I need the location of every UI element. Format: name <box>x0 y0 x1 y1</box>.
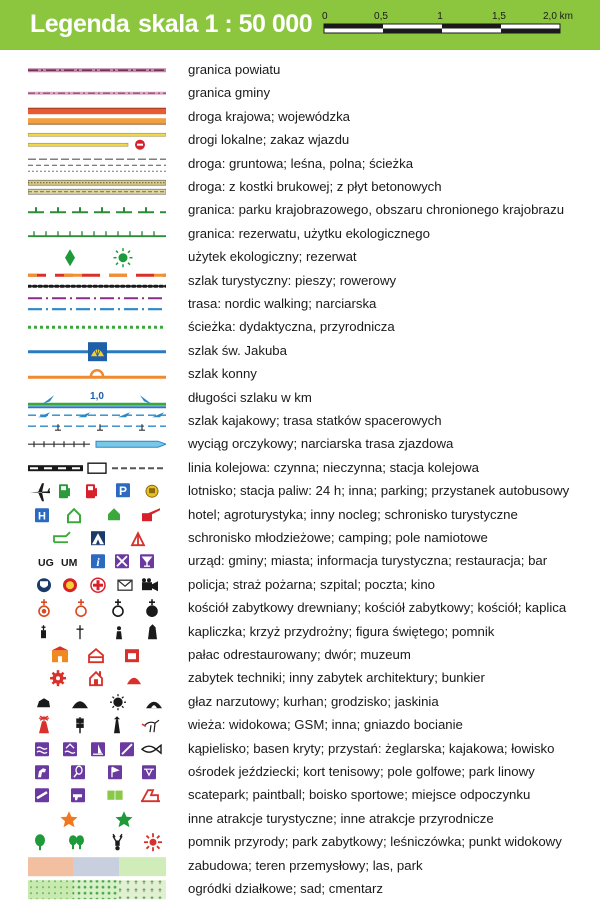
sport-icons <box>28 761 166 784</box>
legend-label: granica: parku krajobrazowego, obszaru chronionego krajobrazu <box>188 202 565 218</box>
legend-label: scatepark; paintball; boisko sportowe; miejsce odpoczynku <box>188 787 531 803</box>
legend-row-park-border <box>0 199 600 222</box>
scale-tick-2: 2,0 km <box>542 11 574 22</box>
orchard-swatch <box>73 880 119 899</box>
youth-hostel-icon <box>54 532 70 542</box>
equestrian-center-icon <box>35 765 49 779</box>
fuel-station-icon <box>86 484 97 498</box>
commune-border-line-icon <box>28 82 166 105</box>
tower-icons <box>28 714 166 737</box>
commune-office-icon: UG <box>38 557 54 570</box>
legend-label: szlak św. Jakuba <box>188 342 287 358</box>
police-icon <box>37 578 51 592</box>
legend-row-paved-road <box>0 176 600 199</box>
legend-label: linia kolejowa: czynna; nieczynna; stacja kolejowa <box>188 459 480 475</box>
legend-row-palace <box>0 644 600 667</box>
kayak-marina-icon <box>120 742 134 756</box>
saint-figure-icon <box>116 626 122 639</box>
church-icon <box>113 599 123 616</box>
other-tower-icon <box>114 716 120 733</box>
svg-text:i: i <box>96 555 100 570</box>
scale-label: skala 1 : 50 000 <box>138 10 313 38</box>
museum-icon <box>125 649 139 662</box>
restaurant-icon <box>115 555 129 569</box>
tennis-court-icon <box>71 765 85 779</box>
legend-row-attractions <box>0 808 600 831</box>
restored-palace-icon <box>52 646 68 662</box>
land-use-pattern-swatches <box>28 878 166 901</box>
legend-row-allotments <box>0 878 600 901</box>
legend-row-dirt-road <box>0 153 600 176</box>
indoor-pool-icon <box>63 742 77 756</box>
golf-course-icon <box>108 765 122 779</box>
agritourism-icon <box>68 509 80 522</box>
bar-icon <box>140 555 154 569</box>
hospital-icon <box>91 578 105 592</box>
legend-row-nature-monument <box>0 831 600 854</box>
land-use-swatches <box>28 855 166 878</box>
viewing-tower-icon <box>39 716 49 733</box>
rest-area-icon <box>141 791 160 802</box>
chapel-icon <box>147 599 157 616</box>
svg-text:P: P <box>118 484 128 499</box>
legend-label: kościół zabytkowy drewniany; kościół zabytkowy; kościół; kaplica <box>188 600 567 616</box>
tech-monument-icons <box>28 667 166 690</box>
scale-tick-1: 1 <box>437 11 443 22</box>
airport-icons <box>28 480 166 503</box>
natural-features-icons <box>28 691 166 714</box>
architecture-monument-icon <box>90 672 102 686</box>
nature-monument-tree-icon <box>35 834 45 850</box>
industrial-swatch <box>73 857 119 876</box>
tourist-attraction-star-icon <box>61 811 78 827</box>
legend-label: szlak kajakowy; trasa statków spacerowych <box>188 413 442 428</box>
legend-label: użytek ekologiczny; rezerwat <box>188 249 357 265</box>
hillfort-icon <box>110 694 126 710</box>
legend-row-st-james-trail <box>0 340 600 363</box>
legend-label: ścieżka: dydaktyczna, przyrodnicza <box>188 319 395 335</box>
skatepark-icon <box>35 789 49 803</box>
legend-row-buildings <box>0 855 600 878</box>
sailing-marina-icon <box>91 742 105 756</box>
legend-row-ski-lift <box>0 433 600 456</box>
eco-land-diamond-icon <box>65 249 75 266</box>
scale-tick-05: 0,5 <box>374 11 388 22</box>
city-office-icon: UM <box>61 557 78 570</box>
legend-label: szlak turystyczny: pieszy; rowerowy <box>188 272 397 288</box>
paintball-icon <box>71 789 85 803</box>
legend-label: głaz narzutowy; kurhan; grodzisko; jaskinia <box>188 693 439 709</box>
nature-attraction-star-icon <box>116 811 133 827</box>
legend-label: granica powiatu <box>188 62 281 77</box>
allotment-gardens-swatch <box>28 880 73 899</box>
bathing-area-icon <box>35 742 49 756</box>
leisure-icons <box>28 784 166 807</box>
legend-label: pomnik przyrody; park zabytkowy; leśniczówka; punkt widokowy <box>188 834 562 850</box>
viewpoint-icon <box>144 833 162 851</box>
palace-icons <box>28 644 166 667</box>
legend-row-tower <box>0 714 600 737</box>
legend-row-commune-border <box>0 82 600 105</box>
fishing-icon <box>142 745 161 753</box>
legend-row-tourist-trail <box>0 270 600 293</box>
st-james-trail-icon <box>28 340 166 363</box>
legend-row-bathing <box>0 738 600 761</box>
monument-icon <box>148 624 157 639</box>
gsm-tower-icon <box>77 717 83 733</box>
other-lodging-icon <box>108 508 120 520</box>
scale-tick-0: 0 <box>322 11 328 22</box>
scale-bar <box>320 6 590 44</box>
legend-row-youth-hostel <box>0 527 600 550</box>
horseshoe-icon <box>91 370 103 376</box>
legend-label: trasa: nordic walking; narciarska <box>188 296 377 311</box>
legend-label: hotel; agroturystyka; inny nocleg; schronisko turystyczne <box>188 506 518 522</box>
legend-label: inne atrakcje turystyczne; inne atrakcje przyrodnicze <box>188 810 494 826</box>
tent-field-icon <box>132 533 144 545</box>
legend-label: ośrodek jeździecki; kort tenisowy; pole golfowe; park linowy <box>188 764 535 779</box>
dirt-road-icon <box>28 153 166 176</box>
railway-icon <box>28 457 166 480</box>
legend-label: urząd: gminy; miasta; informacja turystyczna; restauracja; bar <box>188 553 548 569</box>
cinema-icon <box>142 578 158 591</box>
legend-row-hotel <box>0 504 600 527</box>
legend-row-shrine <box>0 621 600 644</box>
barrow-icon <box>72 701 88 708</box>
legend-label: droga: z kostki brukowej; z płyt betonowych <box>188 179 442 194</box>
erratic-boulder-icon <box>37 698 50 707</box>
legend-row-skatepark <box>0 784 600 807</box>
water-recreation-icons <box>28 738 166 761</box>
public-services-icons <box>28 574 166 597</box>
legend-label: zabudowa; teren przemysłowy; las, park <box>188 857 423 873</box>
bus-stop-icon <box>146 485 158 497</box>
parking-icon <box>116 483 130 498</box>
cave-icon <box>146 701 162 708</box>
county-border-line-icon <box>28 59 166 82</box>
legend-row-county-border <box>0 59 600 82</box>
wooden-church-icon <box>39 599 49 616</box>
wayside-shrine-icon <box>41 625 46 638</box>
hotel-icon <box>35 508 49 523</box>
legend-row-equestrian <box>0 761 600 784</box>
legend-label: granica gminy <box>188 85 271 101</box>
legend-label: wyciąg orczykowy; narciarska trasa zjazdowa <box>188 436 454 452</box>
legend-row-nordic-route <box>0 293 600 316</box>
legend-label: ogródki działkowe; sad; cmentarz <box>188 881 383 896</box>
legend-row-local-road <box>0 129 600 152</box>
youth-hostel-icons <box>28 527 166 550</box>
local-road-icon <box>28 129 166 152</box>
fuel-24h-icon <box>59 484 70 498</box>
cemetery-swatch <box>119 880 166 899</box>
legend-label: kapliczka; krzyż przydrożny; figura świętego; pomnik <box>188 623 495 639</box>
legend-label: kąpielisko; basen kryty; przystań: żeglarska; kajakowa; łowisko <box>188 740 555 756</box>
rope-park-icon <box>142 765 156 779</box>
stork-nest-icon <box>142 720 159 732</box>
park-border-icon <box>28 199 166 222</box>
airport-icon <box>30 483 50 501</box>
legend-label: schronisko młodzieżowe; camping; pole namiotowe <box>188 530 488 545</box>
legend-label: granica: rezerwatu, użytku ekologicznego <box>188 225 430 241</box>
legend-row-horse-trail <box>0 363 600 386</box>
legend-row-railway <box>0 457 600 480</box>
paved-road-icon <box>28 176 166 199</box>
historic-church-icon <box>76 599 86 616</box>
legend-label: droga: gruntowa; leśna, polna; ścieżka <box>188 155 414 171</box>
reserve-border-icon <box>28 223 166 246</box>
sports-field-icon <box>107 791 123 801</box>
post-office-icon <box>118 580 132 590</box>
railway-station-icon <box>88 463 106 473</box>
legend-label: długości szlaku w km <box>188 389 312 405</box>
tourist-trail-icon <box>28 270 166 293</box>
office-icons <box>28 550 166 573</box>
legend-title: Legenda <box>30 10 130 38</box>
ski-lift-icon <box>28 433 166 456</box>
eco-land-icon <box>28 246 166 269</box>
forester-lodge-icon <box>113 834 122 850</box>
scale-tick-15: 1,5 <box>492 11 506 22</box>
attraction-icons <box>28 808 166 831</box>
trail-length-icon <box>28 387 166 410</box>
technical-monument-icon <box>50 671 66 687</box>
legend-row-police <box>0 574 600 597</box>
legend-row-office <box>0 550 600 573</box>
legend-label: droga krajowa; wojewódzka <box>188 108 350 124</box>
legend-label: drogi lokalne; zakaz wjazdu <box>188 132 350 148</box>
tourist-info-icon <box>91 555 105 570</box>
nature-heritage-icons <box>28 831 166 854</box>
legend-label: pałac odrestaurowany; dwór; muzeum <box>188 647 411 662</box>
shrine-icons <box>28 621 166 644</box>
roadside-cross-icon <box>77 625 84 639</box>
legend-row-nature-path <box>0 316 600 339</box>
historic-park-icon <box>69 835 84 849</box>
horse-trail-icon <box>28 363 166 386</box>
legend-row-church <box>0 597 600 620</box>
legend-label: policja; straż pożarna; szpital; poczta; kino <box>188 576 436 592</box>
kayak-trail-icon <box>28 410 166 433</box>
bunker-icon <box>127 678 141 685</box>
svg-text:H: H <box>38 510 46 523</box>
nordic-route-icon <box>28 293 166 316</box>
legend-label: lotnisko; stacja paliw: 24 h; inna; parking; przystanek autobusowy <box>188 483 570 499</box>
hotel-icons <box>28 504 166 527</box>
national-road-icon <box>28 106 166 129</box>
camping-icon <box>91 531 105 545</box>
legend-label: szlak konny <box>188 366 257 382</box>
legend-row-eco-land <box>0 246 600 269</box>
legend-row-tech-monument <box>0 667 600 690</box>
legend-row-kayak-trail <box>0 410 600 433</box>
legend-row-trail-length <box>0 387 600 410</box>
nature-path-icon <box>28 316 166 339</box>
legend-label: zabytek techniki; inny zabytek architektury; bunkier <box>188 670 485 686</box>
buildings-swatch <box>28 857 73 876</box>
legend-header <box>0 0 600 50</box>
reserve-sun-icon <box>114 248 133 267</box>
legend-row-reserve-border <box>0 223 600 246</box>
church-icons <box>28 597 166 620</box>
legend-label: wieża: widokowa; GSM; inna; gniazdo bocianie <box>188 717 463 733</box>
manor-icon <box>89 649 103 662</box>
mountain-hut-icon <box>142 508 160 521</box>
trail-length-value: 1,0 <box>90 390 104 402</box>
fire-station-icon <box>63 578 77 592</box>
legend-row-boulder <box>0 691 600 714</box>
legend-row-airport <box>0 480 600 503</box>
legend-row-national-road <box>0 106 600 129</box>
forest-park-swatch <box>119 857 166 876</box>
